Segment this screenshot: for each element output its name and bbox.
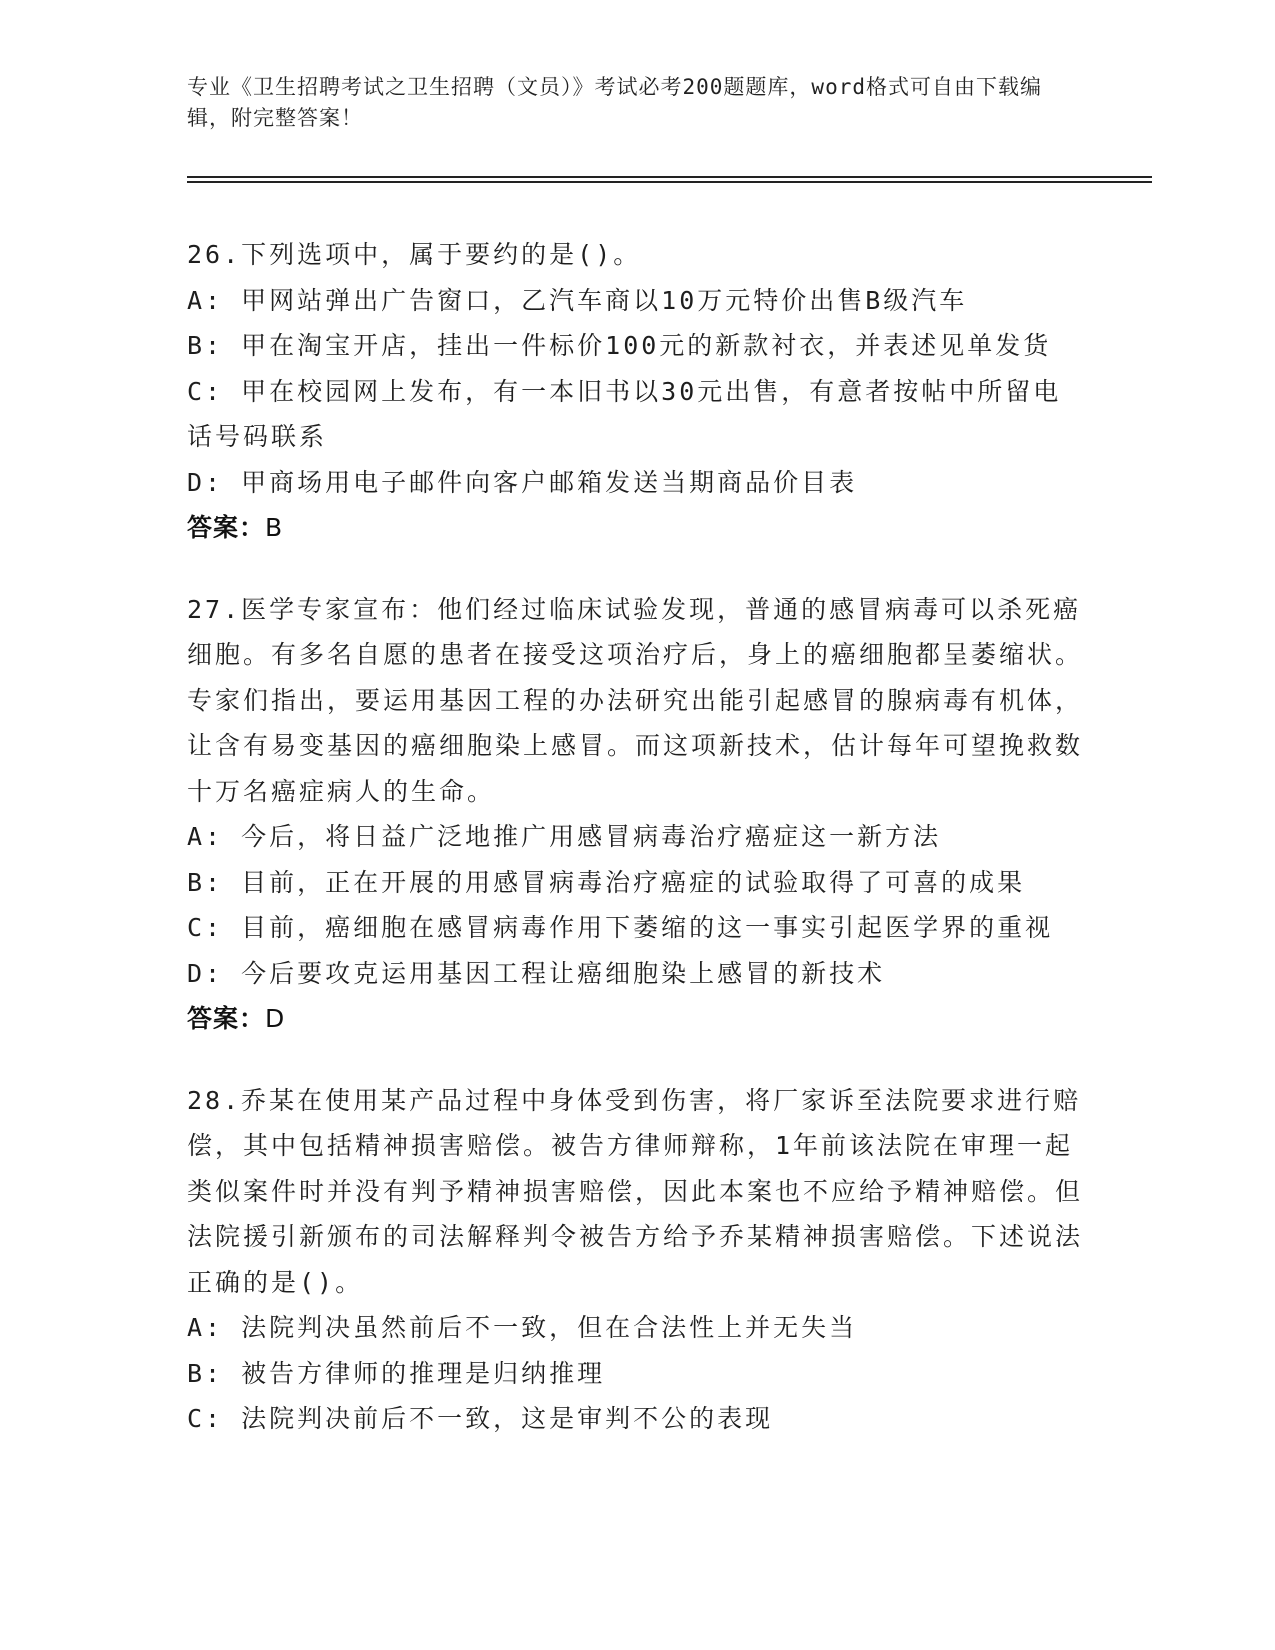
option-b: B: 被告方律师的推理是归纳推理 <box>187 1358 606 1388</box>
option-c: C: 甲在校园网上发布，有一本旧书以30元出售，有意者按帖中所留电话号码联系 <box>187 376 1062 451</box>
option-d: D: 甲商场用电子邮件向客户邮箱发送当期商品价目表 <box>187 467 858 497</box>
question-26 <box>187 232 1087 551</box>
option-c: C: 目前，癌细胞在感冒病毒作用下萎缩的这一事实引起医学界的重视 <box>187 913 1054 942</box>
document-header: 专业《卫生招聘考试之卫生招聘（文员）》考试必考200题题库，word格式可自由下载编辑，附完整答案！ <box>187 75 1042 130</box>
option-c: C: 法院判决前后不一致，这是审判不公的表现 <box>187 1404 774 1433</box>
header-divider-top <box>187 176 1152 178</box>
option-b: B: 目前，正在开展的用感冒病毒治疗癌症的试验取得了可喜的成果 <box>187 867 1026 897</box>
option-d: D: 今后要攻克运用基因工程让癌细胞染上感冒的新技术 <box>187 958 886 988</box>
header-divider-bottom <box>187 181 1152 183</box>
option-a: A: 甲网站弹出广告窗口，乙汽车商以10万元特价出售B级汽车 <box>187 285 968 315</box>
option-b: B: 甲在淘宝开店，挂出一件标价100元的新款衬衣，并表述见单发货 <box>187 331 1052 360</box>
answer-row <box>187 996 1087 1042</box>
question-list <box>187 232 1087 1478</box>
answer-label: 答案： <box>187 1004 266 1033</box>
question-28 <box>187 1078 1087 1442</box>
question-27 <box>187 587 1087 1042</box>
question-stem: 27.医学专家宣布：他们经过临床试验发现，普通的感冒病毒可以杀死癌细胞。有多名自愿的患者在接受这项治疗后，身上的癌细胞都呈萎缩状。专家们指出，要运用基因工程的办法研究出能引起感冒的腺病毒有机体，让含有易变基因的癌细胞染上感冒。而这项新技术，估计每年可望挽救数十万名癌症病人的生命。 <box>187 594 1084 806</box>
option-a: A: 今后，将日益广泛地推广用感冒病毒治疗癌症这一新方法 <box>187 822 942 851</box>
answer-row <box>187 505 1087 551</box>
answer-value: B <box>265 513 284 542</box>
option-a: A: 法院判决虽然前后不一致，但在合法性上并无失当 <box>187 1313 858 1342</box>
answer-label: 答案： <box>187 513 266 542</box>
question-stem: 26.下列选项中，属于要约的是()。 <box>187 240 642 269</box>
answer-value: D <box>265 1004 286 1033</box>
question-stem: 28.乔某在使用某产品过程中身体受到伤害，将厂家诉至法院要求进行赔偿，其中包括精神损害赔偿。被告方律师辩称，1年前该法院在审理一起类似案件时并没有判予精神损害赔偿，因此本案也不应给予精神赔偿。但法院援引新颁布的司法解释判令被告方给予乔某精神损害赔偿。下述说法正确的是()。 <box>187 1085 1084 1297</box>
